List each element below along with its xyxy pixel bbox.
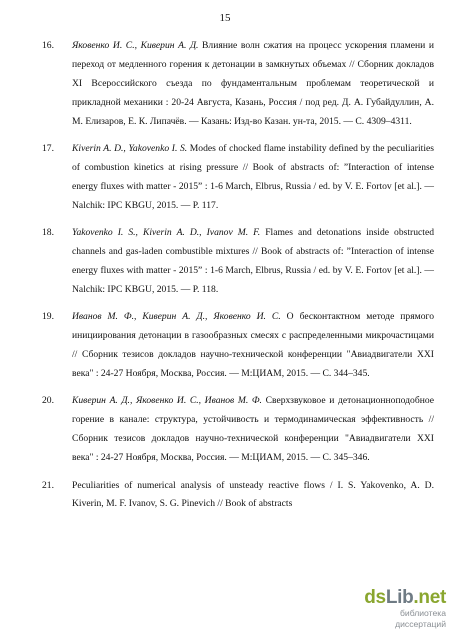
reference-item [42,140,434,216]
reference-body: Modes of chocked flame instability defined by the peculiarities of combustion kinetics at rising pressure // Book of abstracts of: ”Interaction of intense energy fluxes with matter - 2015” : 1-6 March, Elbrus, Russia / ed. by V. E. Fortov [et al.]. — Nalchik: IPC KBGU, 2015. — P. 117. [72,143,434,211]
reference-authors: Яковенко И. С., Киверин А. Д. [72,40,199,51]
watermark-subtitle: библиотека диссертаций [395,608,446,629]
reference-number: 20. [42,395,54,407]
reference-number: 18. [42,227,54,239]
reference-authors: Иванов М. Ф., Киверин А. Д., Яковенко И. С. [72,311,281,323]
reference-authors: Киверин А. Д., Яковенко И. С., Иванов М. Ф. [72,395,262,407]
reference-text [72,477,434,515]
reference-body: Сверхзвуковое и детонационноподобное горение в канале: структура, устойчивость и термодинамическая эффективность // Сборник тезисов докладов научно-технической конференции "Авиадвигатели XXI века" : 24-27 Ноября, Москва, Россия. — М:ЦИАМ, 2015. — С. 345–346. [72,395,435,464]
dslib-watermark [350,588,446,630]
reference-body: Peculiarities of numerical analysis of unsteady reactive flows / I. S. Yakovenko, A. D. Kiverin, M. F. Ivanov, S. G. Pinevich // Book of abstracts [72,479,434,510]
reference-item [42,392,434,468]
reference-authors: Yakovenko I. S., Kiverin A. D., Ivanov M. F. [72,227,261,239]
reference-number: 17. [42,143,54,155]
reference-item [42,308,434,384]
reference-body: О бесконтактном методе прямого инициирования детонации в газообразных смесях с распределенными микрочастицами // Сборник тезисов докладов научно-технической конференции "Авиадвигатели XXI века" : 24-27 Ноября, Москва, Россия. — М:ЦИАМ, 2015. — С. 344–345. [72,311,434,379]
logo-ds: ds [364,587,386,608]
reference-text [72,140,434,216]
reference-text [72,308,434,384]
reference-authors: Kiverin A. D., Yakovenko I. S. [72,143,188,155]
logo-net: .net [413,587,446,608]
reference-body: Flames and detonations inside obstructed channels and gas-laden combustible mixtures // Book of abstracts of: ”Interaction of intense energy fluxes with matter - 2015” : 1-6 March, Elbrus, Russia / ed. by V. E. Fortov [et al.]. — Nalchik: IPC KBGU, 2015. — P. 118. [72,227,434,295]
dslib-logo [350,588,446,608]
page-number: 15 [219,12,231,24]
reference-list [42,37,434,523]
reference-text [72,224,434,300]
reference-text [72,37,434,132]
reference-number: 21. [42,479,54,491]
logo-lib: Lib [385,587,414,608]
reference-text [72,392,434,468]
reference-number: 16. [42,40,54,51]
reference-item [42,224,434,300]
reference-number: 19. [42,311,54,323]
reference-item [42,37,434,132]
reference-body: Влияние волн сжатия на процесс ускорения пламени и переход от медленного горения к детонации в замкнутых объемах // Сборник докладов XI Всероссийского съезда по фундаментальным проблемам теоретической и прикладной механики : 20-24 Августа, Казань, Россия / под ред. Д. А. Губайдуллин, А. М. Елизаров, Е. К. Липачёв. — Казань: Изд-во Казан. ун-та, 2015. — С. 4309–4311. [72,40,434,127]
reference-item [42,477,434,515]
